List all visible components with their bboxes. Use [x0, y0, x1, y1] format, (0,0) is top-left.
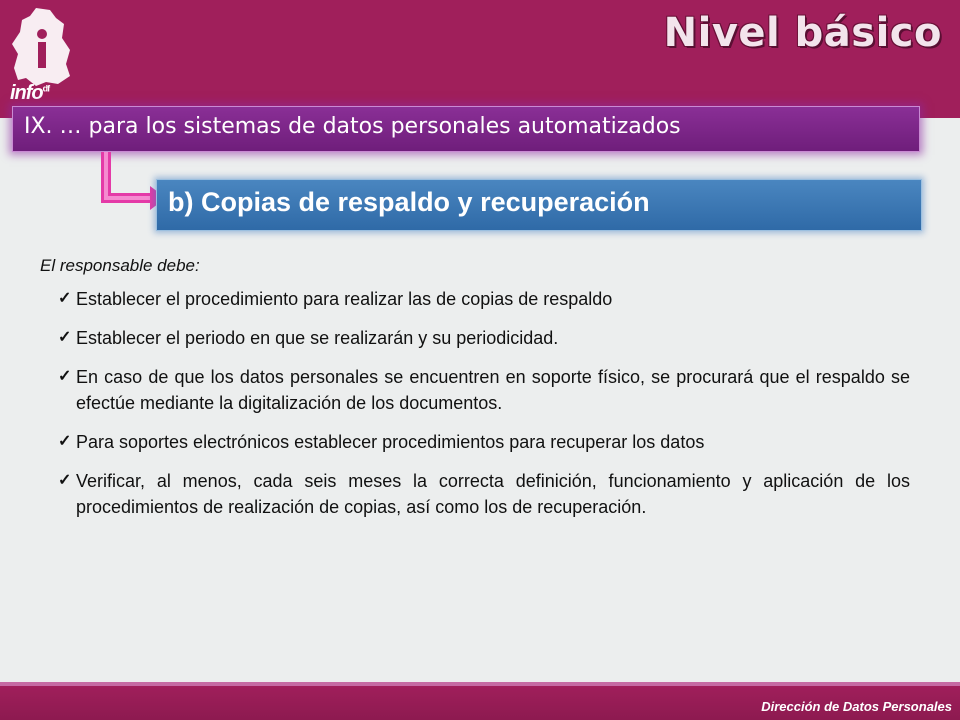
list-item: [56, 364, 910, 416]
section-title: IX. … para los sistemas de datos personales automatizados: [24, 114, 681, 139]
list-item: [56, 325, 910, 351]
bullet-text: Verificar, al menos, cada seis meses la correcta definición, funcionamiento y aplicación de los procedimientos de realización de copias, así como los de recuperación.: [76, 471, 910, 517]
footer-text: Dirección de Datos Personales: [761, 699, 952, 714]
check-icon: ✓: [58, 368, 72, 385]
intro-text: El responsable debe:: [40, 256, 200, 275]
list-item: [56, 286, 910, 312]
check-icon: ✓: [58, 329, 72, 346]
bullet-text: Establecer el periodo en que se realizarán y su periodicidad.: [76, 328, 559, 348]
check-icon: ✓: [58, 472, 72, 489]
bullet-text: Para soportes electrónicos establecer procedimientos para recuperar los datos: [76, 432, 705, 452]
logo-text: info$^{df}$: [10, 82, 50, 104]
level-title: Nivel básico: [663, 10, 942, 56]
bullet-text: En caso de que los datos personales se encuentren en soporte físico, se procurará que el respaldo se efectúe mediante la digitalización de los documentos.: [76, 367, 910, 413]
check-icon: ✓: [58, 290, 72, 307]
bullet-text: Establecer el procedimiento para realizar las de copias de respaldo: [76, 289, 613, 309]
check-icon: ✓: [58, 433, 72, 450]
bullet-list: [56, 286, 910, 533]
subsection-title: b) Copias de respaldo y recuperación: [168, 187, 650, 217]
list-item: [56, 468, 910, 520]
list-item: [56, 429, 910, 455]
